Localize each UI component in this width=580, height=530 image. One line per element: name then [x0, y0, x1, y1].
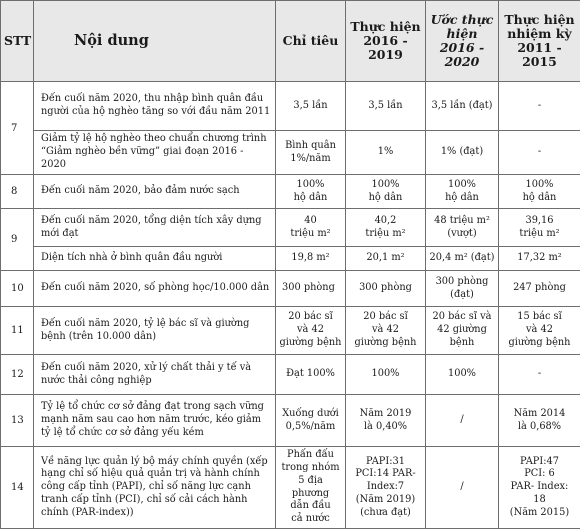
row-actual	[346, 209, 426, 247]
row-estimate	[426, 209, 499, 247]
row-target-line: 40	[304, 214, 317, 226]
row-term-line: triệu m²	[519, 227, 560, 239]
row-term: 247 phòng	[499, 271, 580, 307]
table-row	[1, 175, 580, 209]
row-estimate: 100%	[426, 355, 499, 395]
row-estimate-line: (đạt)	[450, 288, 474, 300]
row-term-line: và 42	[526, 324, 553, 336]
row-content: Diện tích nhà ở bình quân đầu người	[34, 247, 276, 271]
row-actual-line: (chưa đạt)	[360, 506, 411, 518]
row-content: Đến cuối năm 2020, bảo đảm nước sạch	[34, 175, 276, 209]
header-term-line1: Thực hiện nhiệm kỳ	[504, 12, 575, 41]
row-estimate-line: bệnh	[449, 336, 475, 348]
row-actual-line: 40,2	[374, 214, 397, 226]
table-row	[1, 447, 580, 529]
row-estimate	[426, 271, 499, 307]
row-estimate-line: hộ dân	[445, 191, 479, 203]
table-row	[1, 209, 580, 247]
row-target	[276, 307, 346, 355]
row-term-line: 100%	[525, 178, 554, 190]
row-actual	[346, 395, 426, 447]
row-term	[499, 447, 580, 529]
row-target: Đạt 100%	[276, 355, 346, 395]
row-term-line: Năm 2014	[513, 407, 566, 419]
row-target: 19,8 m²	[276, 247, 346, 271]
row-target-line: hộ dân	[293, 191, 328, 203]
row-estimate	[426, 175, 499, 209]
row-target	[276, 447, 346, 529]
row-target-line: 0,5%/năm	[285, 420, 336, 432]
row-actual-line: hộ dân	[368, 191, 403, 203]
row-term: -	[499, 355, 580, 395]
row-term: 17,32 m²	[499, 247, 580, 271]
row-actual: 300 phòng	[346, 271, 426, 307]
row-actual: 20,1 m²	[346, 247, 426, 271]
row-stt: 10	[1, 271, 34, 307]
row-actual-line: 20 bác sĩ	[363, 311, 408, 323]
header-estimate-line2: 2016 -	[439, 40, 485, 55]
row-target-line: giường bệnh	[279, 336, 342, 348]
row-target: 300 phòng	[276, 271, 346, 307]
row-target-line: Phấn đấu	[287, 449, 334, 461]
header-estimate-line3: 2020	[444, 54, 480, 69]
header-actual	[346, 1, 426, 82]
row-estimate-line: 100%	[447, 178, 476, 190]
header-estimate-line1: Ước thực hiện	[430, 12, 494, 41]
row-target	[276, 131, 346, 175]
row-content: Giảm tỷ lệ hộ nghèo theo chuẩn chương trình “Giảm nghèo bền vững” giai đoạn 2016 - 2020	[34, 131, 276, 175]
header-actual-line2: 2016 -	[363, 33, 408, 48]
row-actual	[346, 307, 426, 355]
row-term	[499, 209, 580, 247]
row-term-line: (Năm 2015)	[509, 506, 570, 518]
header-target: Chỉ tiêu	[276, 1, 346, 82]
row-term-line: hộ dân	[522, 191, 557, 203]
row-estimate: /	[426, 447, 499, 529]
row-actual-line: triệu m²	[365, 227, 406, 239]
row-estimate-line: 300 phòng	[435, 275, 489, 287]
row-content: Đến cuối năm 2020, tỷ lệ bác sĩ và giường bệnh (trên 10.000 dân)	[34, 307, 276, 355]
row-target-line: 5 địa phương	[291, 474, 330, 499]
header-term-line3: 2015	[522, 54, 557, 69]
table-row	[1, 271, 580, 307]
table-row	[1, 82, 580, 131]
row-content: Tỷ lệ tổ chức cơ sở đảng đạt trong sạch vững mạnh năm sau cao hơn năm trước, kéo giảm tỷ lệ tổ chức cơ sở đảng yếu kém	[34, 395, 276, 447]
header-content: Nội dung	[34, 1, 276, 82]
row-actual	[346, 447, 426, 529]
row-actual-line: PCI:14 PAR-	[355, 468, 416, 480]
row-stt: 8	[1, 175, 34, 209]
row-actual-line: (Năm 2019)	[355, 493, 416, 505]
row-target-line: trong nhóm	[281, 462, 340, 474]
row-target-line: cả nước	[291, 512, 330, 524]
row-actual: 100%	[346, 355, 426, 395]
row-term-line: PAPI:47	[520, 455, 559, 467]
row-estimate: 1% (đạt)	[426, 131, 499, 175]
row-term-line: 15 bác sĩ	[517, 311, 562, 323]
row-target: 3,5 lần	[276, 82, 346, 131]
row-stt: 14	[1, 447, 34, 529]
row-target-line: triệu m²	[290, 227, 331, 239]
row-estimate: 3,5 lần (đạt)	[426, 82, 499, 131]
row-term-line: là 0,68%	[517, 420, 562, 432]
header-estimate	[426, 1, 499, 82]
row-term-line: PCI: 6	[524, 468, 555, 480]
header-term-line2: 2011 -	[517, 40, 562, 55]
row-actual-line: giường bệnh	[354, 336, 417, 348]
row-actual-line: và 42	[372, 324, 399, 336]
row-actual: 3,5 lần	[346, 82, 426, 131]
row-actual	[346, 175, 426, 209]
row-target-line: 100%	[296, 178, 325, 190]
row-target-line: 1%/năm	[290, 152, 331, 164]
row-content: Về năng lực quản lý bộ máy chính quyền (xếp hạng chỉ số hiệu quả quản trị và hành chính công cấp tỉnh (PAPI), chỉ số năng lực cạnh tranh cấp tỉnh (PCI), chỉ số cải cách hành chính (PAR-index))	[34, 447, 276, 529]
row-estimate: 20,4 m² (đạt)	[426, 247, 499, 271]
row-term-line: giường bệnh	[508, 336, 571, 348]
header-actual-line3: 2019	[368, 47, 403, 62]
row-actual-line: là 0,40%	[363, 420, 408, 432]
row-stt: 11	[1, 307, 34, 355]
row-stt: 12	[1, 355, 34, 395]
row-term-line: 18	[533, 493, 546, 505]
table-row	[1, 131, 580, 175]
row-content: Đến cuối năm 2020, số phòng học/10.000 dân	[34, 271, 276, 307]
row-stt: 13	[1, 395, 34, 447]
row-term	[499, 307, 580, 355]
row-content: Đến cuối năm 2020, thu nhập bình quân đầu người của hộ nghèo tăng so với đầu năm 2011	[34, 82, 276, 131]
row-term	[499, 395, 580, 447]
row-target	[276, 175, 346, 209]
row-target-line: 20 bác sĩ	[288, 311, 333, 323]
row-estimate-line: 20 bác sĩ và	[432, 311, 492, 323]
table-row	[1, 247, 580, 271]
row-estimate-line: (vượt)	[447, 227, 477, 239]
row-term-line: 39,16	[525, 214, 554, 226]
row-target-line: Xuống dưới	[282, 407, 339, 419]
header-term	[499, 1, 580, 82]
table-row	[1, 395, 580, 447]
row-estimate	[426, 307, 499, 355]
row-actual-line: 100%	[371, 178, 400, 190]
row-target	[276, 395, 346, 447]
row-content: Đến cuối năm 2020, xử lý chất thải y tế và nước thải công nghiệp	[34, 355, 276, 395]
row-estimate: /	[426, 395, 499, 447]
row-term-line: PAR- Index:	[510, 481, 569, 493]
row-actual-line: Năm 2019	[359, 407, 412, 419]
row-term: -	[499, 131, 580, 175]
row-estimate-line: 48 triệu m²	[434, 214, 490, 226]
table-row	[1, 355, 580, 395]
header-stt: STT	[1, 1, 34, 82]
table-row	[1, 307, 580, 355]
row-term: -	[499, 82, 580, 131]
row-target-line: dẫn đầu	[290, 500, 331, 512]
header-actual-line1: Thực hiện	[350, 19, 421, 34]
row-target	[276, 209, 346, 247]
row-content: Đến cuối năm 2020, tổng diện tích xây dựng mới đạt	[34, 209, 276, 247]
row-term	[499, 175, 580, 209]
row-stt: 7	[1, 82, 34, 175]
row-target-line: Bình quân	[285, 139, 336, 151]
header-row	[1, 1, 580, 82]
row-actual-line: Index:7	[366, 481, 405, 493]
row-actual-line: PAPI:31	[366, 455, 405, 467]
row-target-line: và 42	[297, 324, 324, 336]
row-stt: 9	[1, 209, 34, 271]
row-estimate-line: 42 giường	[437, 324, 487, 336]
row-actual: 1%	[346, 131, 426, 175]
